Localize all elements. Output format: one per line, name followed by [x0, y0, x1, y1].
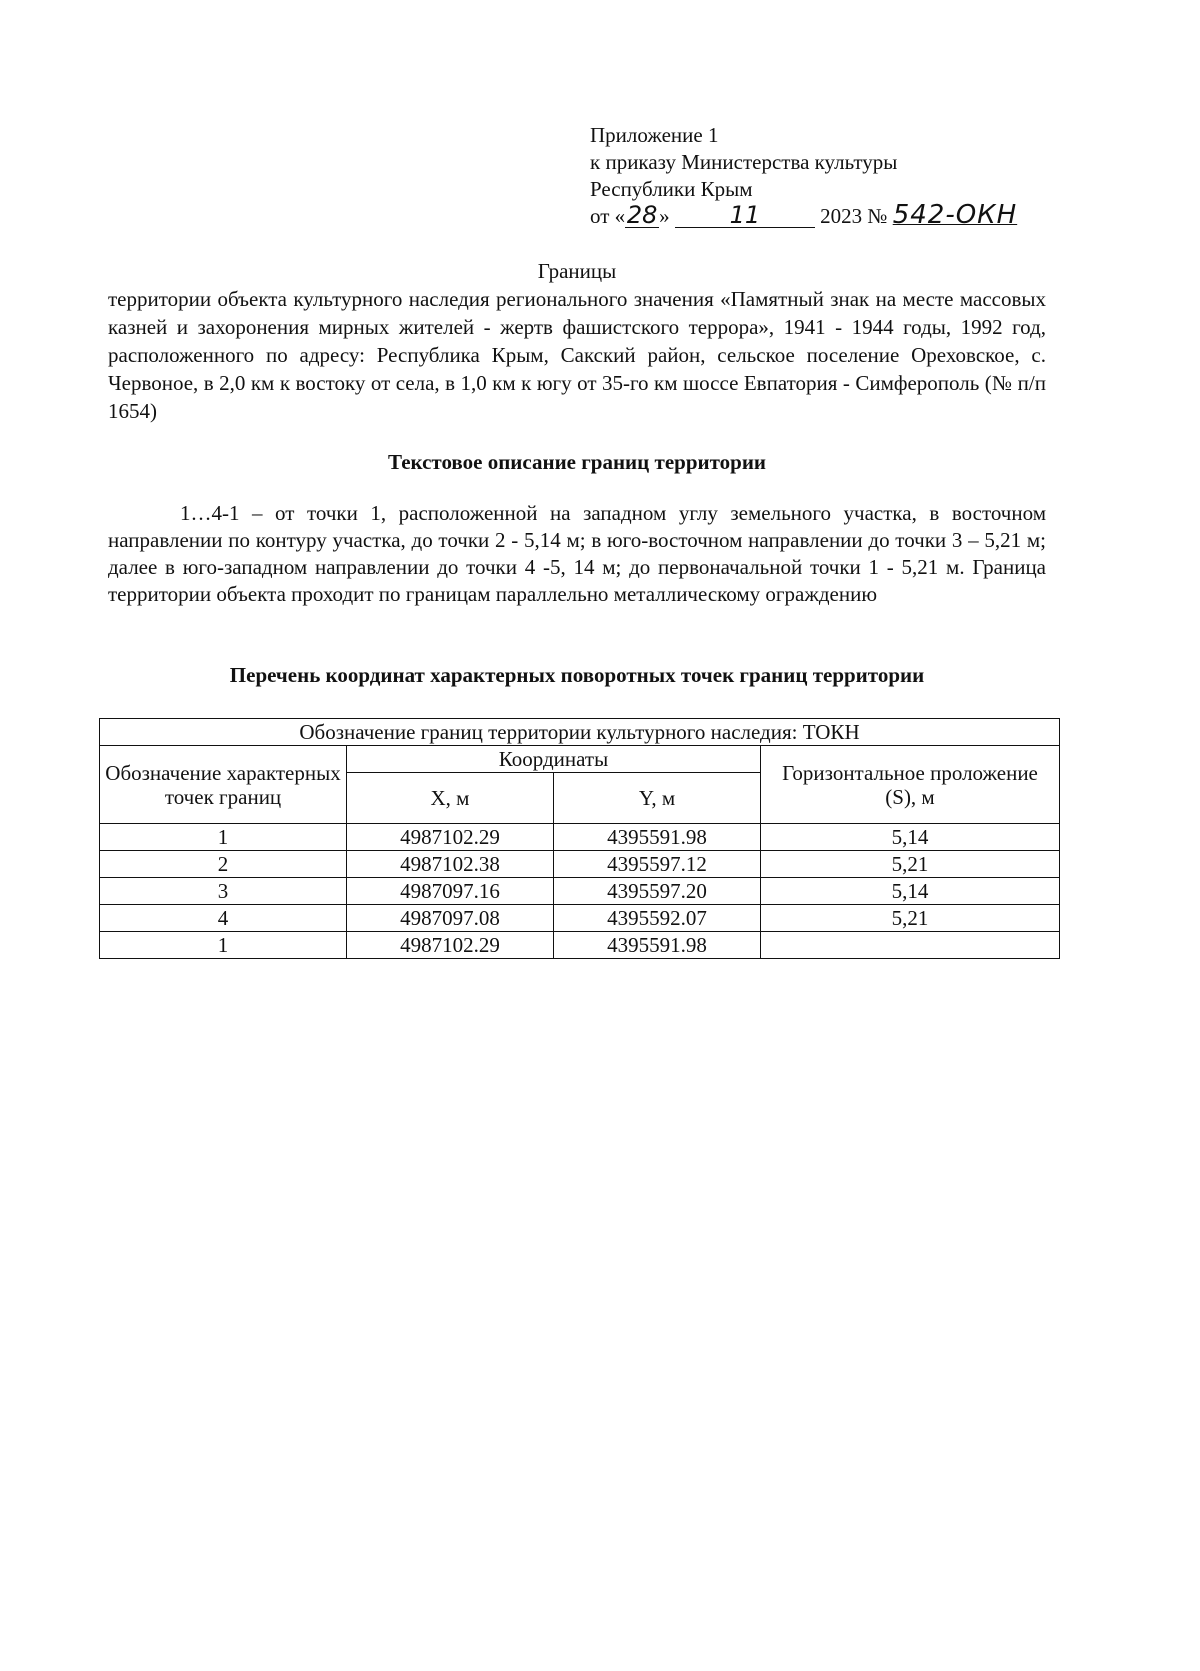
section-heading-coordinates: Перечень координат характерных поворотных точек границ территории — [229, 663, 925, 687]
cell-s — [761, 932, 1060, 959]
appendix-date-line — [590, 200, 1060, 230]
cell-point: 1 — [100, 824, 347, 851]
coordinates-table — [99, 718, 1060, 959]
cell-point: 4 — [100, 905, 347, 932]
cell-x: 4987102.29 — [347, 932, 554, 959]
header-y: Y, м — [554, 773, 761, 824]
cell-x: 4987097.16 — [347, 878, 554, 905]
cell-y: 4395591.98 — [554, 824, 761, 851]
cell-y: 4395597.20 — [554, 878, 761, 905]
handwritten-order-number: 542-ОКН — [892, 200, 1018, 230]
appendix-title: Приложение 1 — [590, 123, 719, 147]
handwritten-day: 28 — [626, 201, 658, 229]
appendix-block — [590, 122, 1060, 230]
header-x: X, м — [347, 773, 554, 824]
table-row — [100, 905, 1060, 932]
cell-s: 5,14 — [761, 824, 1060, 851]
date-mid: » — [659, 204, 670, 228]
date-prefix: от « — [590, 204, 626, 228]
cell-s: 5,14 — [761, 878, 1060, 905]
appendix-republic: Республики Крым — [590, 177, 753, 201]
document-title: Границы — [537, 259, 617, 283]
cell-x: 4987097.08 — [347, 905, 554, 932]
table-row — [100, 824, 1060, 851]
table-row — [100, 878, 1060, 905]
cell-y: 4395592.07 — [554, 905, 761, 932]
cell-s: 5,21 — [761, 905, 1060, 932]
table-row — [100, 932, 1060, 959]
appendix-order-ref: к приказу Министерства культуры — [590, 150, 898, 174]
boundary-description: 1…4-1 – от точки 1, расположенной на западном углу земельного участка, в восточном направлении по контуру участка, до точки 2 - 5,14 м; в юго-восточном направлении до точки 3 – 5,21 м; далее в юго-западном направлении до точки 4 -5, 14 м; до первоначальной точки 1 - 5,21 м. Граница территории объекта проходит по границам параллельно металлическому ограждению — [108, 501, 1046, 606]
handwritten-month: 11 — [675, 203, 815, 228]
section-heading-description: Текстовое описание границ территории — [387, 450, 767, 474]
cell-y: 4395591.98 — [554, 932, 761, 959]
date-year: 2023 № — [820, 204, 888, 228]
header-coordinates: Координаты — [347, 746, 761, 773]
cell-y: 4395597.12 — [554, 851, 761, 878]
table-caption: Обозначение границ территории культурного наследия: ТОКН — [100, 719, 1060, 746]
cell-point: 3 — [100, 878, 347, 905]
header-horizontal-distance: Горизонтальное проложение (S), м — [761, 746, 1060, 824]
cell-x: 4987102.29 — [347, 824, 554, 851]
cell-s: 5,21 — [761, 851, 1060, 878]
cell-x: 4987102.38 — [347, 851, 554, 878]
cell-point: 2 — [100, 851, 347, 878]
table-row — [100, 851, 1060, 878]
header-point: Обозначение характерных точек границ — [100, 746, 347, 824]
cell-point: 1 — [100, 932, 347, 959]
document-subtitle: территории объекта культурного наследия регионального значения «Памятный знак на месте массовых казней и захоронения мирных жителей - жертв фашистского террора», 1941 - 1944 годы, 1992 год, расположенного по адресу: Республика Крым, Сакский район, сельское поселение Ореховское, с. Червоное, в 2,0 км к востоку от села, в 1,0 км к югу от 35-го км шоссе Евпатория - Симферополь (№ п/п 1654) — [108, 287, 1046, 423]
